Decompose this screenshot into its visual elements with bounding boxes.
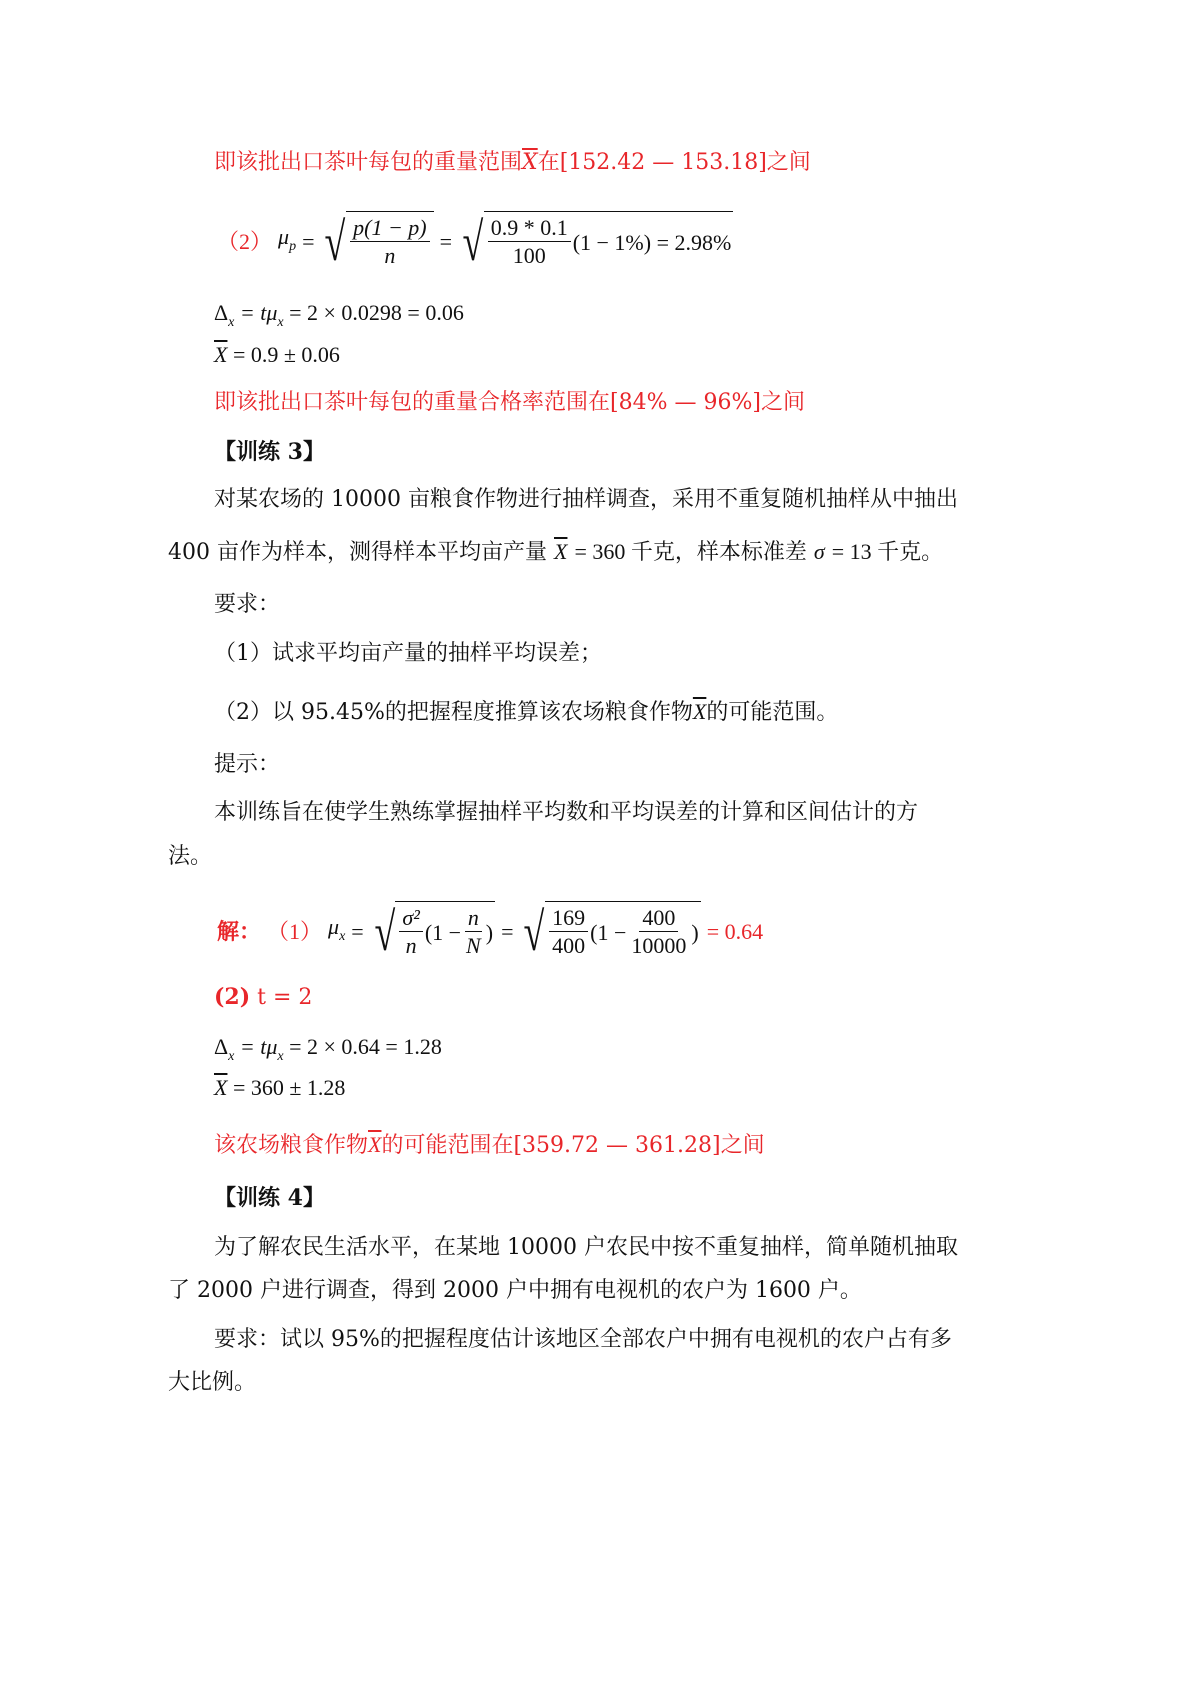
paragraph-line: 提示： (214, 752, 281, 777)
formula-tail: (1 − 1%) = 2.98% (572, 229, 732, 255)
x-bar-symbol: $\overline{X}$ (522, 150, 538, 175)
formula-delta (214, 1032, 442, 1072)
numerator: σ² (399, 905, 422, 932)
denominator: 400 (552, 933, 586, 958)
result-line-yield-range (214, 1130, 765, 1161)
subscript: x (277, 1049, 284, 1064)
subscript: x (339, 929, 346, 944)
solution-label: 解： (217, 919, 262, 944)
formula-part: = 360 ± 1.28 (232, 1075, 346, 1100)
formula-part: t = 2 (257, 985, 313, 1010)
result-line-weight-range (214, 148, 811, 178)
text: 在[152.42 — 153.18]之间 (537, 150, 811, 175)
mu-symbol: μ (328, 914, 340, 939)
formula-part: = tμ (239, 300, 278, 325)
equals-sign: = (351, 919, 364, 944)
x-bar-symbol: $\overline{X}$ (214, 1075, 228, 1100)
section-heading-training-3: 【训练 3】 (214, 439, 325, 465)
text: 该农场粮食作物 (214, 1133, 369, 1158)
text: 的可能范围。 (706, 700, 839, 725)
sqrt-expression: √ $\frac{0.9 * 0.1}{100}$ (1 − 1%) = 2.98% (462, 212, 732, 272)
sigma-symbol: σ (813, 539, 825, 564)
numerator: p(1 − p) (350, 215, 430, 242)
paragraph-line: 为了解农民生活水平，在某地 10000 户农民中按不重复抽样，简单随机抽取 (214, 1235, 958, 1260)
x-bar-symbol: $\overline{X}$ (214, 342, 228, 367)
formula-part: = 2 × 0.0298 = 0.06 (289, 300, 464, 325)
denominator: N (466, 933, 481, 958)
subscript: x (228, 1049, 235, 1064)
denominator: 100 (512, 243, 546, 268)
numerator: n (465, 905, 482, 932)
mu-symbol: μ (278, 224, 290, 249)
formula-part: = 0.9 ± 0.06 (232, 342, 340, 367)
fraction (350, 215, 430, 270)
paragraph-line: 法。 (168, 844, 213, 869)
x-bar-symbol: $\overline{X}$ (554, 539, 568, 564)
text: 的可能范围在[359.72 — 361.28]之间 (381, 1133, 765, 1158)
text: = 360 千克，样本标准差 (574, 539, 807, 564)
x-bar-symbol: $\overline{X}$ (692, 699, 707, 724)
formula-solution-1 (214, 894, 766, 970)
formula-part: ) (485, 919, 494, 945)
paragraph-line: 大比例。 (168, 1370, 257, 1395)
paragraph-line: 对某农场的 10000 亩粮食作物进行抽样调查，采用不重复随机抽样从中抽出 (214, 487, 958, 512)
delta-symbol: Δ (214, 1034, 229, 1059)
fraction (628, 905, 689, 960)
paragraph-line: 了 2000 户进行调查，得到 2000 户中拥有电视机的农户为 1600 户。 (168, 1278, 862, 1303)
numerator: 169 (549, 905, 588, 932)
formula-result: = 0.64 (706, 919, 764, 944)
item-label: (2) (214, 984, 251, 1010)
subscript: x (228, 315, 235, 330)
paragraph-line (214, 697, 838, 728)
section-heading-training-4: 【训练 4】 (214, 1185, 325, 1211)
equals-sign: = (439, 229, 453, 254)
denominator: 10000 (631, 933, 687, 958)
formula-part: (1 − (424, 919, 462, 945)
result-line-pass-rate: 即该批出口茶叶每包的重量合格率范围在[84% — 96%]之间 (214, 390, 805, 415)
denominator: n (384, 243, 396, 268)
formula-part: (1 − (590, 919, 627, 945)
paragraph-line: （1）试求平均亩产量的抽样平均误差； (214, 641, 602, 666)
text: = 13 千克。 (831, 539, 944, 564)
subscript: x (277, 315, 284, 330)
item-label: （2） (217, 229, 273, 254)
formula-t-value (214, 982, 312, 1013)
text: 即该批出口茶叶每包的重量范围 (214, 150, 523, 175)
text: （2）以 95.45%的把握程度推算该农场粮食作物 (214, 700, 693, 725)
formula-x-bar (214, 1073, 345, 1103)
sqrt-expression: √ $\frac{169}{400}$ (1 − $\frac{400}{10000}$ ) (523, 902, 699, 962)
paragraph-line: 要求： (214, 592, 281, 617)
fraction (488, 215, 571, 270)
formula-part: = tμ (239, 1034, 278, 1059)
text: 400 亩作为样本，测得样本平均亩产量 (168, 540, 547, 565)
paragraph-line: 本训练旨在使学生熟练掌握抽样平均数和平均误差的计算和区间估计的方 (214, 800, 919, 825)
denominator: n (405, 933, 417, 958)
fraction (463, 905, 484, 960)
formula-part: = 2 × 0.64 = 1.28 (289, 1034, 442, 1059)
formula-part: ) (691, 919, 699, 945)
formula-mu-p (214, 207, 736, 277)
paragraph-line (168, 537, 943, 568)
paragraph-line: 要求：试以 95%的把握程度估计该地区全部农户中拥有电视机的农户占有多 (214, 1327, 952, 1352)
fraction (549, 905, 588, 960)
subscript: p (289, 239, 297, 254)
x-bar-symbol: $\overline{X}$ (368, 1132, 382, 1157)
sqrt-expression: √ $\frac{\text{σ²}}{n}$ (1 − $\frac{n}{N}$ ) (374, 902, 494, 962)
numerator: 0.9 * 0.1 (488, 215, 571, 242)
sqrt-expression: √ $\frac{p(1 - p)}{n}$ (320, 211, 433, 273)
delta-symbol: Δ (214, 300, 229, 325)
equals-sign: = (501, 919, 514, 944)
formula-delta (214, 298, 464, 338)
equals-sign: = (302, 229, 315, 254)
fraction (399, 905, 422, 960)
numerator: 400 (639, 905, 678, 932)
item-label: （1） (267, 919, 323, 944)
formula-x-bar (214, 340, 340, 370)
